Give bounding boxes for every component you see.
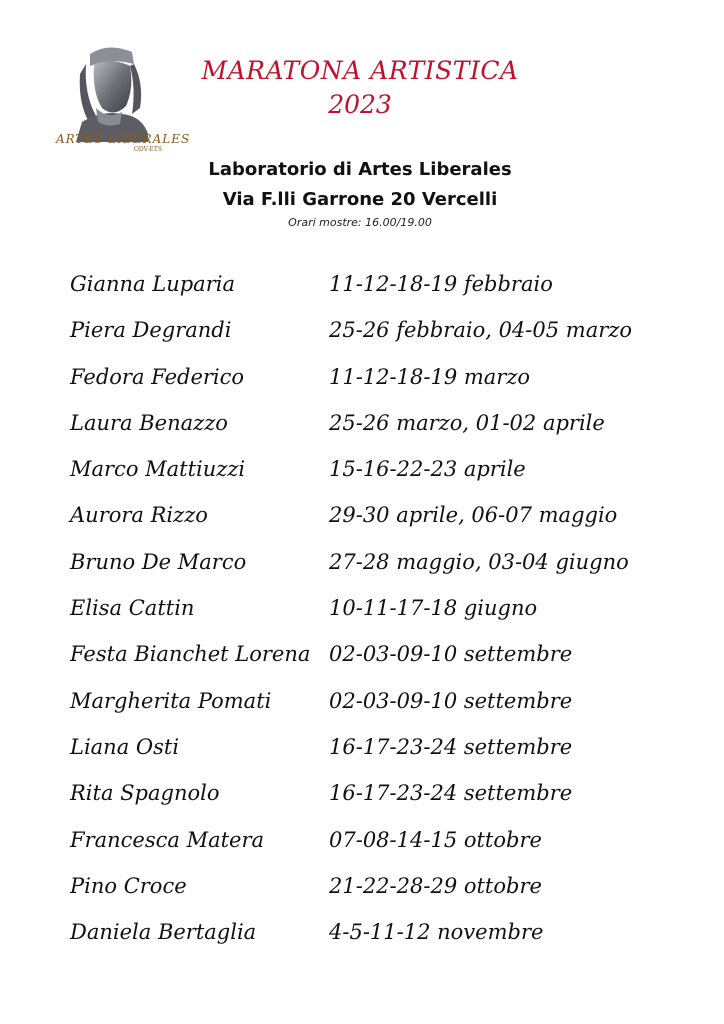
artist-name: Aurora Rizzo [70,503,208,528]
logo-text: ARTES LIBERALES [56,132,191,146]
artist-name: Liana Osti [70,734,180,759]
artist-name: Elisa Cattin [70,596,195,621]
schedule-row [70,359,710,405]
exhibition-dates: 02-03-09-10 settembre [329,688,573,713]
exhibition-dates: 29-30 aprile, 06-07 maggio [329,503,618,528]
schedule-row [70,868,710,914]
exhibition-dates: 07-08-14-15 ottobre [329,827,542,852]
exhibition-dates: 27-28 maggio, 03-04 giugno [329,549,629,574]
artist-name: Rita Spagnolo [70,781,220,806]
artist-name: Pino Croce [70,873,187,898]
bust-icon [56,44,176,144]
schedule-row [70,451,710,497]
schedule-row [70,729,710,775]
artist-name: Marco Mattiuzzi [70,457,246,482]
artist-name: Margherita Pomati [70,688,272,713]
schedule-row [70,636,710,682]
schedule-row [70,683,710,729]
artist-name: Fedora Federico [70,364,245,389]
schedule-list [70,266,710,960]
exhibition-dates: 10-11-17-18 giugno [329,596,538,621]
schedule-row [70,590,710,636]
exhibition-dates: 25-26 marzo, 01-02 aprile [329,410,605,435]
exhibition-dates: 15-16-22-23 aprile [329,457,526,482]
page-title-year: 2023 [328,90,392,119]
logo-subtext: ODV-ETS [134,146,162,153]
schedule-row [70,312,710,358]
artist-name: Gianna Luparia [70,272,235,296]
artist-name: Bruno De Marco [70,549,247,574]
artist-name: Francesca Matera [70,827,265,852]
schedule-row [70,405,710,451]
exhibition-hours: Orari mostre: 16.00/19.00 [288,216,432,229]
exhibition-dates: 25-26 febbraio, 04-05 marzo [329,318,632,343]
schedule-row [70,775,710,821]
schedule-row [70,266,710,312]
page-title: MARATONA ARTISTICA [201,56,519,85]
exhibition-dates: 16-17-23-24 settembre [329,781,573,806]
venue-name: Laboratorio di Artes Liberales [208,159,512,180]
artist-name: Laura Benazzo [70,410,228,435]
schedule-row [70,497,710,543]
schedule-row [70,822,710,868]
exhibition-dates: 11-12-18-19 marzo [329,364,531,389]
exhibition-dates: 11-12-18-19 febbraio [329,272,553,296]
artist-name: Piera Degrandi [70,318,232,343]
artist-name: Daniela Bertaglia [70,920,257,945]
exhibition-dates: 16-17-23-24 settembre [329,734,573,759]
exhibition-dates: 4-5-11-12 novembre [329,920,544,945]
artes-liberales-logo [56,44,191,159]
exhibition-dates: 02-03-09-10 settembre [329,642,573,667]
schedule-row [70,544,710,590]
exhibition-dates: 21-22-28-29 ottobre [329,873,542,898]
artist-name: Festa Bianchet Lorena [70,642,311,667]
venue-address: Via F.lli Garrone 20 Vercelli [222,189,498,210]
schedule-row [70,914,710,960]
